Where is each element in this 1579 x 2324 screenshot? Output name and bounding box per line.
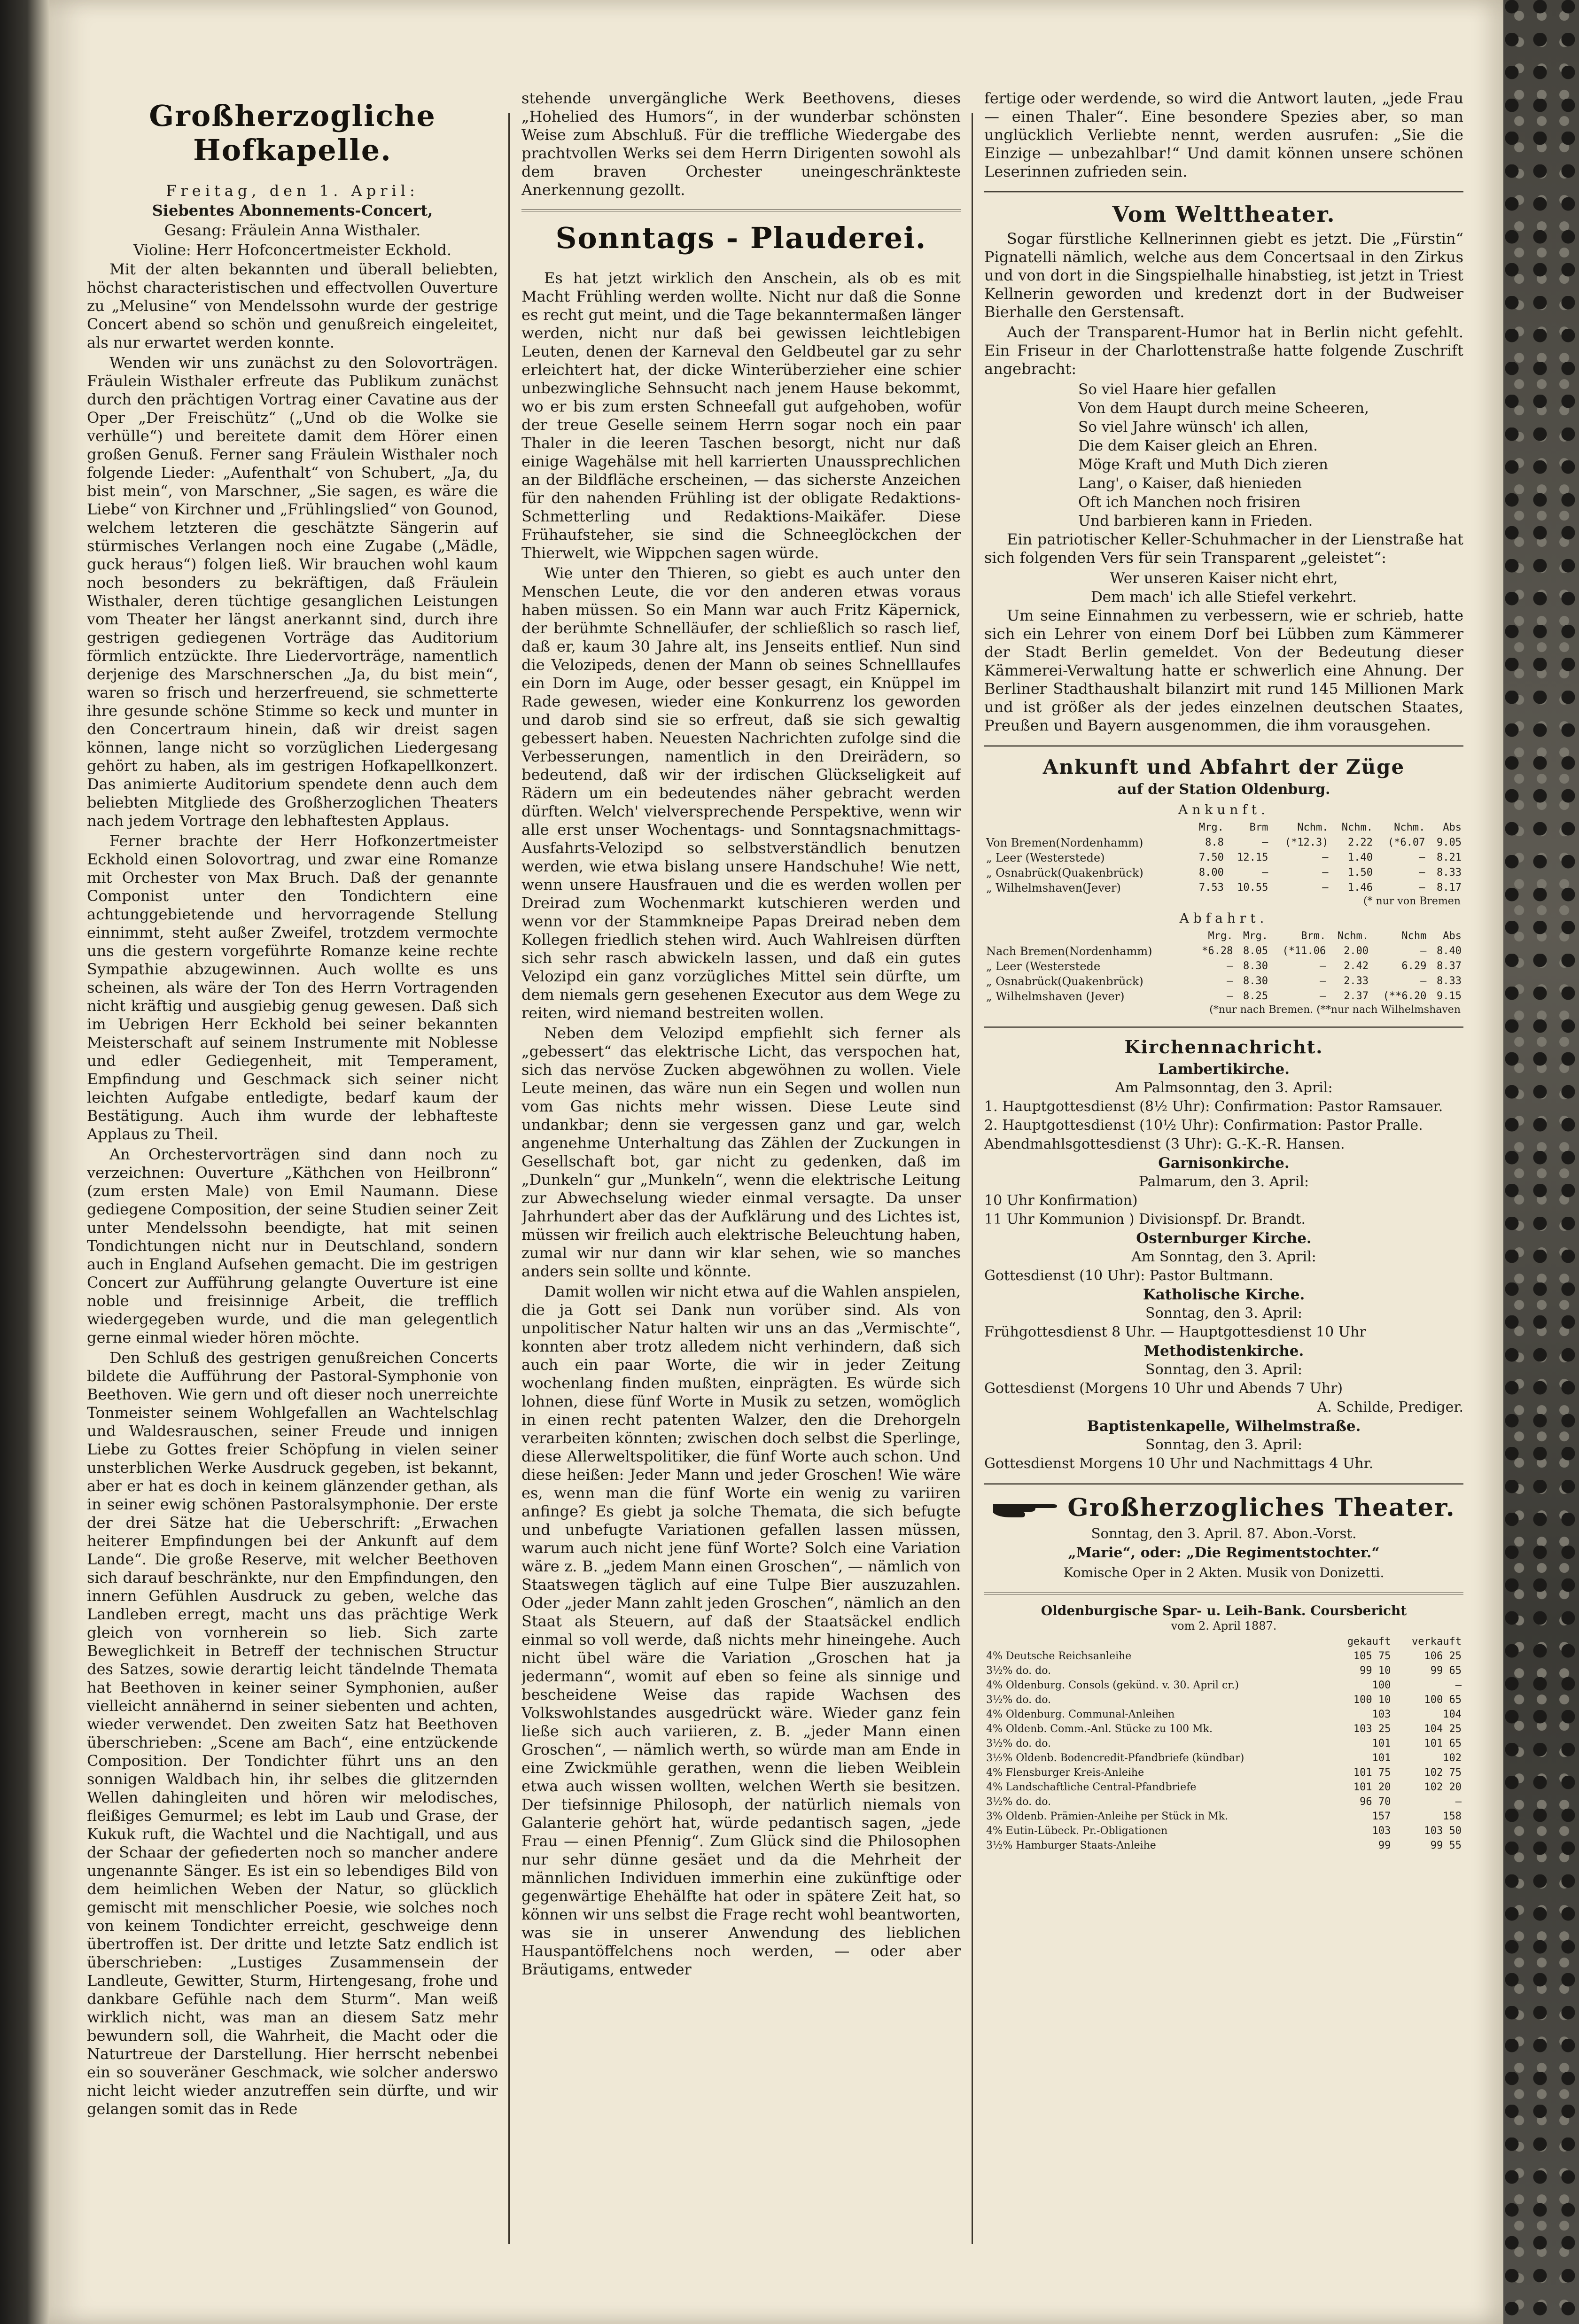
- table-header-cell: [984, 820, 1189, 835]
- train-row: [984, 989, 1463, 1004]
- table-cell: 1.50: [1348, 867, 1373, 878]
- table-cell: (*12.3): [1284, 837, 1329, 848]
- rates-headline: Oldenburgische Spar- u. Leih-Bank. Coursbericht: [1041, 1603, 1407, 1618]
- arrival-footnote: (* nur von Bremen: [1363, 895, 1461, 907]
- church-date: Palmarum, den 3. April:: [1138, 1174, 1309, 1190]
- column-3: [984, 89, 1463, 2258]
- table-cell: 7.50: [1198, 852, 1224, 863]
- rate-row: [984, 1838, 1463, 1853]
- church-name: Lambertikirche.: [1158, 1061, 1290, 1078]
- table-cell: —: [1227, 975, 1233, 987]
- table-cell: 4% Oldenburg. Consols (gekünd. v. 30. April cr.): [986, 1679, 1239, 1691]
- concert-title: Siebentes Abonnements-Concert,: [152, 202, 433, 219]
- table-cell: 1.46: [1348, 882, 1373, 894]
- table-cell: —: [1227, 960, 1233, 972]
- article-paragraph: Ferner brachte der Herr Hofkonzertmeister Eckhold einen Solovortrag, und zwar eine Romanze mit Orchester von Max Bruch. Daß der genannte Componist unter den Tondichtern eine achtunggebietende und hervorragende Stellung einnimmt, steht außer Zweifel, trotzdem vermochte uns die gestern vorgeführte Romanze keine rechte Sympathie abzugewinnen. Auch wollte es uns scheinen, als wäre der Ton des Herrn Vortragenden nicht kräftig und ausgiebig genug gewesen. Daß sich im Uebrigen Herr Eckhold bei seiner bekannten Meisterschaft auf seinem Instrumente mit Noblesse und edler Gediegenheit, mit Temperament, Empfindung und Geschmack sich seiner nicht leichten Aufgabe entledigte, bedarf kaum der Bestätigung. Auch ihm wurde der lebhafteste Applaus zu Theil.: [87, 832, 498, 1143]
- table-cell: 4% Oldenburg. Communal-Anleihen: [986, 1709, 1175, 1720]
- table-cell: 99 10: [1360, 1665, 1391, 1677]
- table-cell: 99 55: [1430, 1840, 1462, 1851]
- verse-line: So viel Haare hier gefallen: [1078, 381, 1276, 398]
- verse-line: Dem mach' ich alle Stiefel verkehrt.: [1090, 589, 1357, 606]
- verse-line: Möge Kraft und Muth Dich zieren: [1078, 456, 1328, 473]
- table-cell: 8.30: [1243, 960, 1268, 972]
- trains-headline: Ankunft und Abfahrt der Züge: [1042, 755, 1405, 778]
- table-cell: 103: [1372, 1825, 1391, 1837]
- table-cell: 9.15: [1437, 990, 1462, 1002]
- table-cell: 3½% Oldenb. Bodencredit-Pfandbriefe (kündbar): [986, 1752, 1245, 1764]
- article-paragraph: Neben dem Velozipd empfiehlt sich ferner als „gebessert“ das elektrische Licht, das verspochen hat, sich das nervöse Zucken abgewöhnen zu wollen. Viele Leute meinen, das wäre nun ein Segen und wollen nun vom Gas nichts mehr wissen. Diese Leute sind undankbar; denn sie vergessen ganz und gar, welch angenehme Unterhaltung das Zählen der Zuckungen in Gesellschaft bot, gar nicht zu gedenken, daß im „Dunkeln“ gur „Munkeln“, wenn die elektrische Leitung zur Abwechselung wieder einmal versagte. Da unser Jahrhundert aber das der Aufklärung und des Lichtes ist, müssen wir freilich auch elektrische Beleuchtung haben, zumal wir nur dann wir klar sehen, wie so manches anders sein sollte und könnte.: [521, 1024, 961, 1280]
- table-cell: 99 65: [1430, 1665, 1462, 1677]
- table-cell: —: [1262, 837, 1268, 848]
- verse-line: Lang', o Kaiser, daß hienieden: [1078, 475, 1302, 492]
- table-cell: 101: [1372, 1752, 1391, 1764]
- service-line: 11 Uhr Kommunion ) Divisionspf. Dr. Brandt.: [984, 1211, 1306, 1228]
- table-cell: 3½% do. do.: [986, 1738, 1051, 1749]
- verse-line: Oft ich Manchen noch frisiren: [1078, 494, 1300, 511]
- table-cell: 8.37: [1437, 960, 1462, 972]
- train-row: [984, 944, 1463, 959]
- rate-row: [984, 1722, 1463, 1736]
- rate-row: [984, 1795, 1463, 1809]
- table-header-cell: Brm.: [1301, 930, 1326, 942]
- departure-label: Abfahrt.: [1179, 910, 1268, 926]
- table-cell: 103: [1372, 1709, 1391, 1720]
- book-binding: [0, 0, 49, 2324]
- church-date: Am Palmsonntag, den 3. April:: [1115, 1080, 1333, 1096]
- table-cell: 3½% Hamburger Staats-Anleihe: [986, 1840, 1156, 1851]
- church-date: Sonntag, den 3. April:: [1145, 1305, 1302, 1321]
- church-name: Baptistenkapelle, Wilhelmstraße.: [1087, 1418, 1361, 1435]
- table-cell: 104: [1443, 1709, 1462, 1720]
- column-rule: [972, 113, 973, 2244]
- table-cell: (*11.06: [1282, 945, 1326, 957]
- welttheater-headline: Vom Welttheater.: [1112, 202, 1336, 227]
- table-cell: —: [1420, 945, 1427, 957]
- table-cell: 101 65: [1424, 1738, 1462, 1749]
- table-header-cell: Nchm.: [1337, 930, 1369, 942]
- train-row: [984, 865, 1463, 880]
- table-cell: —: [1227, 990, 1233, 1002]
- section-divider: [984, 191, 1463, 193]
- table-cell: 8.21: [1437, 852, 1462, 863]
- train-row: [984, 835, 1463, 850]
- table-cell: 8.00: [1198, 867, 1224, 878]
- table-header-cell: Abs: [1443, 822, 1462, 833]
- table-cell: 3½% do. do.: [986, 1665, 1051, 1677]
- church-name: Garnisonkirche.: [1158, 1155, 1290, 1172]
- table-header-cell: Mrg.: [1208, 930, 1233, 942]
- table-cell: 3½% do. do.: [986, 1694, 1051, 1706]
- table-cell: 7.53: [1198, 882, 1224, 894]
- table-cell: —: [1262, 867, 1268, 878]
- section-divider: [984, 1026, 1463, 1028]
- rate-row: [984, 1693, 1463, 1707]
- table-header-cell: [984, 1634, 1330, 1649]
- church-date: Sonntag, den 3. April:: [1145, 1437, 1302, 1453]
- table-cell: „ Wilhelmshaven(Jever): [986, 881, 1121, 894]
- table-cell: 6.29: [1401, 960, 1427, 972]
- service-line: Frühgottesdienst 8 Uhr. — Hauptgottesdienst 10 Uhr: [984, 1324, 1366, 1340]
- table-cell: —: [1419, 867, 1425, 878]
- table-cell: „ Wilhelmshaven (Jever): [986, 990, 1125, 1003]
- theater-line: Komische Oper in 2 Akten. Musik von Donizetti.: [1063, 1565, 1385, 1580]
- verse-line: Von dem Haupt durch meine Scheeren,: [1078, 400, 1369, 417]
- table-cell: 96 70: [1360, 1796, 1391, 1808]
- train-row: [984, 974, 1463, 989]
- departure-footnote: (*nur nach Bremen. (**nur nach Wilhelmshaven: [1209, 1004, 1461, 1016]
- table-cell: 4% Deutsche Reichsanleihe: [986, 1650, 1132, 1662]
- table-cell: 8.30: [1243, 975, 1268, 987]
- table-header-cell: Mrg.: [1198, 822, 1224, 833]
- table-cell: „ Osnabrück(Quakenbrück): [986, 866, 1143, 879]
- column-rule: [508, 113, 510, 2244]
- table-header-cell: Nchm.: [1394, 822, 1425, 833]
- table-cell: 1.40: [1348, 852, 1373, 863]
- table-cell: 101: [1372, 1738, 1391, 1749]
- table-cell: 8.05: [1243, 945, 1268, 957]
- section-divider: [984, 745, 1463, 747]
- table-cell: 104 25: [1424, 1723, 1462, 1735]
- article-paragraph: Auch der Transparent-Humor hat in Berlin nicht gefehlt. Ein Friseur in der Charlottenstraße hatte folgende Zuschrift angebracht:: [984, 323, 1463, 378]
- table-cell: Nach Bremen(Nordenhamm): [986, 945, 1152, 958]
- table-cell: 100 65: [1424, 1694, 1462, 1706]
- newspaper-page: [49, 0, 1503, 2324]
- table-header-row: [984, 929, 1463, 944]
- service-line: 1. Hauptgottesdienst (8½ Uhr): Confirmation: Pastor Ramsauer.: [984, 1098, 1443, 1115]
- table-header-cell: Nchm.: [1341, 822, 1373, 833]
- rate-row: [984, 1707, 1463, 1722]
- table-header-cell: Nchm: [1401, 930, 1427, 942]
- verse-line: Die dem Kaiser gleich an Ehren.: [1078, 437, 1318, 454]
- rate-row: [984, 1663, 1463, 1678]
- table-cell: —: [1319, 960, 1326, 972]
- theater-line: „Marie“, oder: „Die Regimentstochter.“: [1068, 1545, 1380, 1561]
- table-cell: 105 75: [1353, 1650, 1391, 1662]
- rate-row: [984, 1765, 1463, 1780]
- section-divider: [521, 210, 961, 211]
- table-cell: 103 25: [1353, 1723, 1391, 1735]
- article-paragraph: An Orchestervorträgen sind dann noch zu verzeichnen: Ouverture „Käthchen von Heilbronn“ (zum ersten Male) von Emil Naumann. Diese gediegene Composition, der seine Studien seiner Zeit unter Mendelssohn beendigte, hat mit seinen Tondichtungen nicht nur in Deutschland, sondern auch in England Aufsehen gemacht. Die im gestrigen Concert zur Aufführung gelangte Ouverture ist eine noble und freisinnige Arbeit, die trefflich wiedergegeben wurde, und die man gelegentlich gerne einmal wieder hören möchte.: [87, 1145, 498, 1346]
- table-cell: 158: [1443, 1811, 1462, 1822]
- concert-date: Freitag, den 1. April:: [166, 182, 419, 200]
- table-cell: —: [1419, 882, 1425, 894]
- table-cell: —: [1319, 975, 1326, 987]
- table-cell: 102: [1443, 1752, 1462, 1764]
- table-cell: 9.05: [1437, 837, 1462, 848]
- pointing-hand-icon: [992, 1496, 1058, 1520]
- service-line: 10 Uhr Konfirmation): [984, 1192, 1138, 1209]
- service-line: Gottesdienst (10 Uhr): Pastor Bultmann.: [984, 1267, 1274, 1284]
- article-paragraph: Wie unter den Thieren, so giebt es auch unter den Menschen Leute, die vor den anderen etwas voraus haben müssen. So ein Mann war auch Fritz Käpernick, der berühmte Schnelläufer, der schließlich so rasch lief, daß er, kaum 30 Jahre alt, ins Jenseits entlief. Nun sind die Velozipeds, denen der Mann ob seines Schnelllaufes ein Dorn im Auge, oder besser gesagt, ein Knüppel im Rade gewesen, wieder eine Konkurrenz los geworden und darob sind sie so erfreut, daß sie sich gewaltig gebessert haben. Neuesten Nachrichten zufolge sind die Verbesserungen, namentlich in den Dreirädern, so bedeutend, daß wir der irdischen Glückseligkeit auf Rädern um ein bedeutendes näher gebracht werden dürften. Welch' vielversprechende Perspektive, wenn wir alle erst unser Wochentags- und Sonntagsnachmittags-Ausfahrts-Velozipd so selbstverständlich benutzen werden, wie etwa bislang unsere Handschuhe! Wie nett, wenn unsere Hausfrauen und die es werden wollen per Dreirad zum Wochenmarkt kutschieren werden und wenn vor der Stammkneipe Papas Dreirad neben dem Kollegen friedlich stehen wird. Auch Wahlreisen dürften sich sehr rasch abwickeln lassen, und daß ein gutes Velozipd ein ganz vorzügliches Mittel sein dürfte, um dem niemals gern gesehenen Executor aus dem Wege zu reiten, wird niemand bestreiten wollen.: [521, 564, 961, 1022]
- table-cell: 8.33: [1437, 975, 1462, 987]
- service-line: A. Schilde, Prediger.: [1317, 1399, 1463, 1415]
- rate-row: [984, 1678, 1463, 1693]
- theater-line: Sonntag, den 3. April. 87. Abon.-Vorst.: [1091, 1525, 1357, 1541]
- table-cell: 10.55: [1237, 882, 1268, 894]
- marbled-cover-edge: [1503, 0, 1579, 2324]
- table-cell: —: [1420, 975, 1427, 987]
- rates-date: vom 2. April 1887.: [1171, 1619, 1277, 1632]
- rate-row: [984, 1824, 1463, 1838]
- performer-line: Gesang: Fräulein Anna Wisthaler.: [164, 221, 421, 239]
- table-cell: 106 25: [1424, 1650, 1462, 1662]
- table-cell: „ Osnabrück(Quakenbrück): [986, 975, 1143, 988]
- table-cell: „ Leer (Westerstede): [986, 851, 1105, 864]
- arrival-table: [984, 820, 1463, 895]
- table-cell: *6.28: [1202, 945, 1233, 957]
- trains-subtitle: auf der Station Oldenburg.: [1117, 781, 1330, 798]
- table-cell: 4% Eutin-Lübeck. Pr.-Obligationen: [986, 1825, 1168, 1837]
- article-paragraph: Sogar fürstliche Kellnerinnen giebt es jetzt. Die „Fürstin“ Pignatelli nämlich, welche aus dem Concertsaal in den Zirkus und von dort in die Singspielhalle hinabstieg, ist jetzt in Triest Kellnerin geworden und kredenzt dort in der Budweiser Bierhalle den Gerstensaft.: [984, 230, 1463, 321]
- table-cell: 2.33: [1344, 975, 1369, 987]
- table-header-row: [984, 820, 1463, 835]
- table-cell: 4% Oldenb. Comm.-Anl. Stücke zu 100 Mk.: [986, 1723, 1213, 1735]
- hofkapelle-headline: Großherzogliche Hofkapelle.: [149, 99, 436, 167]
- verse-line: So viel Jahre wünsch' ich allen,: [1078, 419, 1309, 435]
- table-header-cell: Brm: [1249, 822, 1268, 833]
- column-1: [87, 89, 498, 2258]
- table-cell: 99: [1378, 1840, 1391, 1851]
- table-cell: —: [1455, 1796, 1462, 1808]
- departure-table: [984, 929, 1463, 1004]
- table-cell: —: [1322, 852, 1329, 863]
- service-line: 2. Hauptgottesdienst (10½ Uhr): Confirmation: Pastor Pralle.: [984, 1117, 1423, 1134]
- verse-line: Wer unseren Kaiser nicht ehrt,: [1110, 570, 1338, 587]
- church-name: Katholische Kirche.: [1143, 1286, 1305, 1303]
- arrival-label: Ankunft.: [1178, 802, 1269, 817]
- table-cell: Von Bremen(Nordenhamm): [986, 836, 1143, 849]
- article-paragraph: Mit der alten bekannten und überall beliebten, höchst characteristischen und effectvollen Ouverture zu „Melusine“ von Mendelssohn wurde der gestrige Concert abend so schön und genußreich eingeleitet, als nur erwartet werden konnte.: [87, 260, 498, 351]
- verse-block: [984, 569, 1463, 606]
- table-cell: (*6.07: [1387, 837, 1425, 848]
- article-paragraph: Ein patriotischer Keller-Schuhmacher in der Lienstraße hat sich folgenden Vers für sein Transparent „geleistet“:: [984, 530, 1463, 567]
- table-header-cell: verkauft: [1412, 1636, 1462, 1648]
- article-paragraph: Damit wollen wir nicht etwa auf die Wahlen anspielen, die ja Gott sei Dank nun vorüber sind. Als von unpolitischer Natur halten wir uns an das „Vermischte“, konnten aber trotz alledem nicht verhindern, daß sich auch ein paar Worte, die wir in jeder Zeitung wochenlang finden mußten, einprägten. Es würde sich lohnen, diese fünf Worte in Musik zu setzen, womöglich in einen recht patenten Walzer, den die Drehorgeln verarbeiten könnten; zwischen doch selbst die Sperlinge, diese Allerweltspolitiker, die fünf Worte auch schon. Und diese heißen: Jeder Mann und jeder Groschen! Wie wäre es, wenn man die fünf Worte ein wenig zu variiren anfinge? Es giebt ja solche Themata, die sich befugte und unbefugte Variationen gefallen lassen müssen, warum auch nicht jene fünf Worte? Solch eine Variation wäre z. B. „jedem Mann einen Groschen“, — nämlich von Staatswegen täglich auf eine Tulpe Bier auszuzahlen. Oder „jeder Mann zahlt jeden Groschen“, nämlich an den Staat als Steuern, auf daß der Staatsäckel endlich einmal so voll werde, daß nichts mehr hineingehe. Auch nicht übel wäre die Variation „Groschen hat ja jedermann“, womit auf eben so feine als sinnige und bescheidene Weise das rapide Wachsen des Volkswohlstandes ausgedrückt wäre. Wieder ganz fein ließe sich auch variieren, z. B. „jeder Mann einen Groschen“, — nämlich werth, so würde man am Ende in eine Zwickmühle gerathen, wenn die lieben Weiblein etwa auch wissen wollten, welchen Werth sie besitzen. Der tiefsinnige Philosoph, der natürlich niemals von Galanterie gehört hat, würde pedantisch sagen, „jede Frau — einen Pfennig“. Zum Glück sind die Philosophen nur sehr dünne gesäet und da die Mehrheit der männlichen Individuen immerhin eine zukünftige oder gegenwärtige Ehehälfte hat oder in spätere Zeit hat, so können wir uns selbst die Frage recht wohl beantworten, was sie in unserer Anwendung des lieblichen Hauspantöffelchens noch werden, — oder aber Bräutigams, entweder: [521, 1282, 961, 1978]
- performer-line: Violine: Herr Hofconcertmeister Eckhold.: [133, 241, 452, 259]
- train-row: [984, 850, 1463, 865]
- table-cell: 8.40: [1437, 945, 1462, 957]
- table-cell: —: [1419, 852, 1425, 863]
- table-cell: 102 75: [1424, 1767, 1462, 1779]
- verse-line: Und barbieren kann in Frieden.: [1078, 513, 1313, 529]
- table-cell: 2.42: [1344, 960, 1369, 972]
- article-continuation: fertige oder werdende, so wird die Antwort lauten, „jede Frau — einen Thaler“. Eine besondere Spezies aber, so man unglücklich Verliebte nennt, werden ausrufen: „Sie die Einzige — unbezahlbar!“ Und damit können unsere schönen Leserinnen zufrieden sein.: [984, 89, 1463, 180]
- table-cell: —: [1322, 867, 1329, 878]
- theater-headline: Großherzogliches Theater.: [1067, 1493, 1455, 1522]
- table-cell: 102 20: [1424, 1781, 1462, 1793]
- table-cell: 101 75: [1353, 1767, 1391, 1779]
- table-cell: 103 50: [1424, 1825, 1462, 1837]
- table-header-cell: Nchm.: [1297, 822, 1329, 833]
- table-cell: —: [1319, 990, 1326, 1002]
- table-cell: 4% Landschaftliche Central-Pfandbriefe: [986, 1781, 1197, 1793]
- table-cell: 8.33: [1437, 867, 1462, 878]
- theater-header: [984, 1493, 1463, 1522]
- article-paragraph: Um seine Einnahmen zu verbessern, wie er schrieb, hatte sich ein Lehrer von einem Dorf bei Lübben zum Kämmerer der Stadt Berlin gemeldet. Von der Bedeutung dieser Kämmerei-Verwaltung hatte er schwerlich eine Ahnung. Der Berliner Stadthaushalt bilanzirt mit rund 145 Millionen Mark und ist größer als der jedes einzelnen deutschen Staates, Preußen und Bayern ausgenommen, die ihm vorausgehen.: [984, 606, 1463, 734]
- rate-row: [984, 1780, 1463, 1795]
- church-date: Am Sonntag, den 3. April:: [1131, 1249, 1316, 1265]
- table-header-cell: gekauft: [1347, 1636, 1391, 1648]
- rate-row: [984, 1736, 1463, 1751]
- table-header-cell: Mrg.: [1243, 930, 1268, 942]
- church-headline: Kirchennachricht.: [1124, 1036, 1323, 1057]
- article-paragraph: Den Schluß des gestrigen genußreichen Concerts bildete die Aufführung der Pastoral-Symphonie von Beethoven. Wie gern und oft dieser noch unerreichte Tonmeister seinem Wohlgefallen an Wachtelschlag und Waldesrauschen, seiner Freude und innigen Liebe zu Gottes freier Schöpfung in vielen seiner unsterblichen Werke Ausdruck gegeben, ist bekannt, aber er hat es doch in keinem glänzender gethan, als in seiner ewig schönen Pastoralsymphonie. Der erste der drei Sätze hat die Ueberschrift: „Erwachen heiterer Empfindungen bei der Ankunft auf dem Lande“. Die große Reserve, mit welcher Beethoven sich darauf beschränkte, nur den Empfindungen, den innern Gefühlen Ausdruck zu geben, welche das Landleben erregt, macht uns das prächtige Werk gleich von vornherein so lieb. Sich zarte Beweglichkeit in Betreff der technischen Structur des Satzes, sowie derartig leicht tändelnde Themata hat Beethoven in keiner seiner Symphonien, außer vielleicht annähernd in seiner siebenten und achten, wieder verwendet. Den zweiten Satz hat Beethoven überschrieben: „Scene am Bach“, eine entzückende Composition. Der Tondichter führt uns an den sonnigen Waldbach hin, ihr selbes die glitzernden Wellen dahingleiten und hören wir melodisches, fleißiges Gemurmel; es lebt im Laub und Grase, der Kukuk ruft, die Wachtel und die Nachtigall, und aus der Schaar der gefiederten noch so mancher andere ungenannte Sänger. Es ist ein so lebendiges Bild von dem heimlichen Weben der Natur, so glücklich gemischt mit menschlicher Poesie, wie solches noch von keinem Tondichter erreicht, geschweige denn übertroffen ist. Der dritte und letzte Satz endlich ist überschrieben: „Lustiges Zusammensein der Landleute, Gewitter, Sturm, Hirtengesang, frohe und dankbare Gefühle nach dem Sturm“. Man weiß wirklich nicht, was man an diesem Satz mehr bewundern soll, die Wahrheit, die Macht oder die Naturtreue der Darstellung. Hier herrscht nebenbei ein so souveräner Geschmack, wie solcher anderswo nicht leicht wieder anzutreffen sein dürfte, und wir gelangen somit das in Rede: [87, 1349, 498, 2118]
- table-cell: 101 20: [1353, 1781, 1391, 1793]
- table-cell: 157: [1372, 1811, 1391, 1822]
- column-2: [521, 89, 961, 2258]
- table-header-row: [984, 1634, 1463, 1649]
- table-cell: 2.22: [1348, 837, 1373, 848]
- article-paragraph: Wenden wir uns zunächst zu den Solovorträgen. Fräulein Wisthaler erfreute das Publikum zunächst durch den prächtigen Vortrag einer Cavatine aus der Oper „Der Freischütz“ („Und ob die Wolke sie verhülle“) und bereitete damit dem Hörer einen großen Genuß. Ferner sang Fräulein Wisthaler noch folgende Lieder: „Aufenthalt“ von Schubert, „Ja, du bist mein“, von Marschner, „Sie sagen, es wäre die Liebe“ von Kirchner und „Frühlingslied“ von Gounod, welchem letzteren die geschätzte Sängerin auf stürmisches Verlangen noch eine Zugabe („Mädle, guck heraus“) folgen ließ. Wir brauchen wohl kaum noch besonders zu bekräftigen, daß Fräulein Wisthaler, deren tüchtige gesanglichen Leistungen vom Theater her längst anerkannt sind, durch ihre gestrigen gediegenen Vorträge das Auditorium förmlich entzückte. Ihre Liedervorträge, namentlich derjenige des Marschnerschen „Ja, du bist mein“, waren so frisch und herzerfreuend, sie schmetterte ihre gesunde schöne Stimme so keck und munter in den Concertraum hinein, daß wir dreist sagen können, lange nicht so vorzüglichen Liedergesang gehört zu haben, als im gestrigen Hofkapellkonzert. Das animierte Auditorium spendete denn auch dem beliebten Mitgliede des Großherzoglichen Theaters nach jedem Vortrage den lebhaftesten Applaus.: [87, 354, 498, 830]
- table-cell: 3½% do. do.: [986, 1796, 1051, 1808]
- church-name: Osternburger Kirche.: [1136, 1230, 1312, 1247]
- table-cell: 2.00: [1344, 945, 1369, 957]
- table-cell: 8.8: [1205, 837, 1224, 848]
- table-cell: „ Leer (Westerstede: [986, 960, 1101, 973]
- section-divider: [984, 1483, 1463, 1485]
- table-header-cell: [984, 929, 1192, 944]
- rate-row: [984, 1809, 1463, 1824]
- table-cell: 3% Oldenb. Prämien-Anleihe per Stück in Mk.: [986, 1811, 1228, 1822]
- table-cell: 8.25: [1243, 990, 1268, 1002]
- article-continuation: stehende unvergängliche Werk Beethovens, dieses „Hohelied des Humors“, in der wunderbar schönsten Weise zum Abschluß. Für die treffliche Wiedergabe des prachtvollen Werks sei dem Herrn Dirigenten sowohl als dem braven Orchester uneingeschränkteste Anerkennung gezollt.: [521, 89, 961, 199]
- table-cell: —: [1322, 882, 1329, 894]
- rate-row: [984, 1751, 1463, 1765]
- service-line: Abendmahlsgottesdienst (3 Uhr): G.-K.-R. Hansen.: [984, 1136, 1345, 1152]
- rate-row: [984, 1649, 1463, 1663]
- train-row: [984, 880, 1463, 895]
- section-divider: [984, 1593, 1463, 1594]
- service-line: Gottesdienst (Morgens 10 Uhr und Abends 7 Uhr): [984, 1380, 1343, 1397]
- table-cell: 12.15: [1237, 852, 1268, 863]
- church-notices: [984, 1036, 1463, 1473]
- table-cell: 8.17: [1437, 882, 1462, 894]
- church-name: Methodistenkirche.: [1143, 1343, 1304, 1360]
- table-cell: 100: [1372, 1679, 1391, 1691]
- church-date: Sonntag, den 3. April:: [1145, 1361, 1302, 1378]
- verse-block: [984, 380, 1463, 530]
- train-row: [984, 959, 1463, 974]
- table-cell: 4% Flensburger Kreis-Anleihe: [986, 1767, 1144, 1779]
- table-cell: 2.37: [1344, 990, 1369, 1002]
- table-cell: (**6.20: [1383, 990, 1427, 1002]
- plauderei-headline: Sonntags - Plauderei.: [555, 221, 927, 255]
- table-cell: —: [1455, 1679, 1462, 1691]
- service-line: Gottesdienst Morgens 10 Uhr und Nachmittags 4 Uhr.: [984, 1455, 1374, 1472]
- table-cell: 100 10: [1353, 1694, 1391, 1706]
- rates-table: [984, 1634, 1463, 1853]
- article-paragraph: Es hat jetzt wirklich den Anschein, als ob es mit Macht Frühling werden wollte. Nicht nur daß die Sonne es recht gut meint, und die Tage bekanntermaßen länger werden, nicht nur daß bei gewissen leichtlebigen Leuten, denen der Karneval den Geldbeutel gar zu sehr erleichtert hat, der dicke Winterüberzieher eine schier unbezwingliche Sehnsucht nach jenem Hause bekommt, wo er bis zum ersten Schneefall gut aufgehoben, wofür der treue Geselle seinem Herrn sogar noch ein paar Thaler in die leeren Taschen besorgt, nicht nur daß einige Wagehälse mit hell karrierten Unaussprechlichen an der Bildfläche erscheinen, — das sicherste Anzeichen für den nahenden Frühling ist der obligate Redaktions-Schmetterling und Redaktions-Maikäfer. Diese Frühaufsteher, sie sind die Schneeglöckchen der Thierwelt, wie Wippchen sagen würde.: [521, 269, 961, 562]
- table-header-cell: Abs: [1443, 930, 1462, 942]
